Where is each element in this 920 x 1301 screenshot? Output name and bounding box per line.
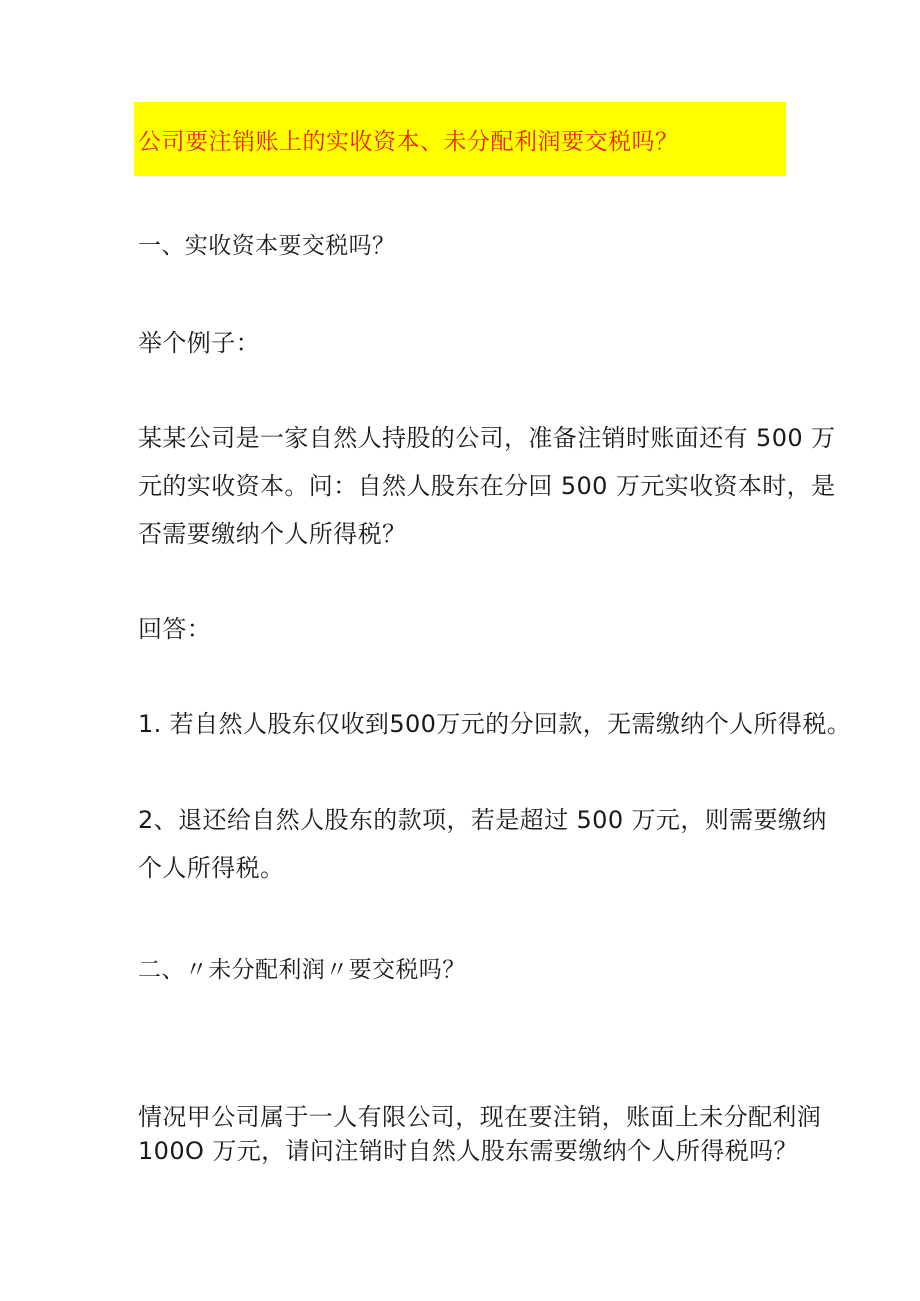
section-2-heading: 二、〃未分配利润〃要交税吗？ — [138, 957, 466, 983]
section-1-heading: 一、实收资本要交税吗？ — [138, 233, 396, 259]
example-line-3: 否需要缴纳个人所得税？ — [138, 520, 407, 548]
answer-label: 回答： — [138, 615, 212, 643]
example-label: 举个例子： — [138, 329, 260, 357]
answer-1: 1. 若自然人股东仅收到500万元的分回款，无需缴纳个人所得税。 — [138, 710, 852, 738]
case-line-2: 100O 万元，请问注销时自然人股东需要缴纳个人所得税吗？ — [138, 1137, 798, 1165]
title-banner — [134, 102, 786, 176]
example-line-2: 元的实收资本。问：自然人股东在分回 500 万元实收资本时，是 — [138, 472, 836, 500]
answer-2-line-1: 2、退还给自然人股东的款项，若是超过 500 万元，则需要缴纳 — [138, 806, 827, 834]
example-line-1: 某某公司是一家自然人持股的公司，准备注销时账面还有 500 万 — [138, 424, 836, 452]
case-line-1: 情况甲公司属于一人有限公司，现在要注销，账面上未分配利润 — [138, 1103, 822, 1131]
answer-2-line-2: 个人所得税。 — [138, 854, 285, 882]
page-title: 公司要注销账上的实收资本、未分配利润要交税吗？ — [138, 128, 679, 155]
